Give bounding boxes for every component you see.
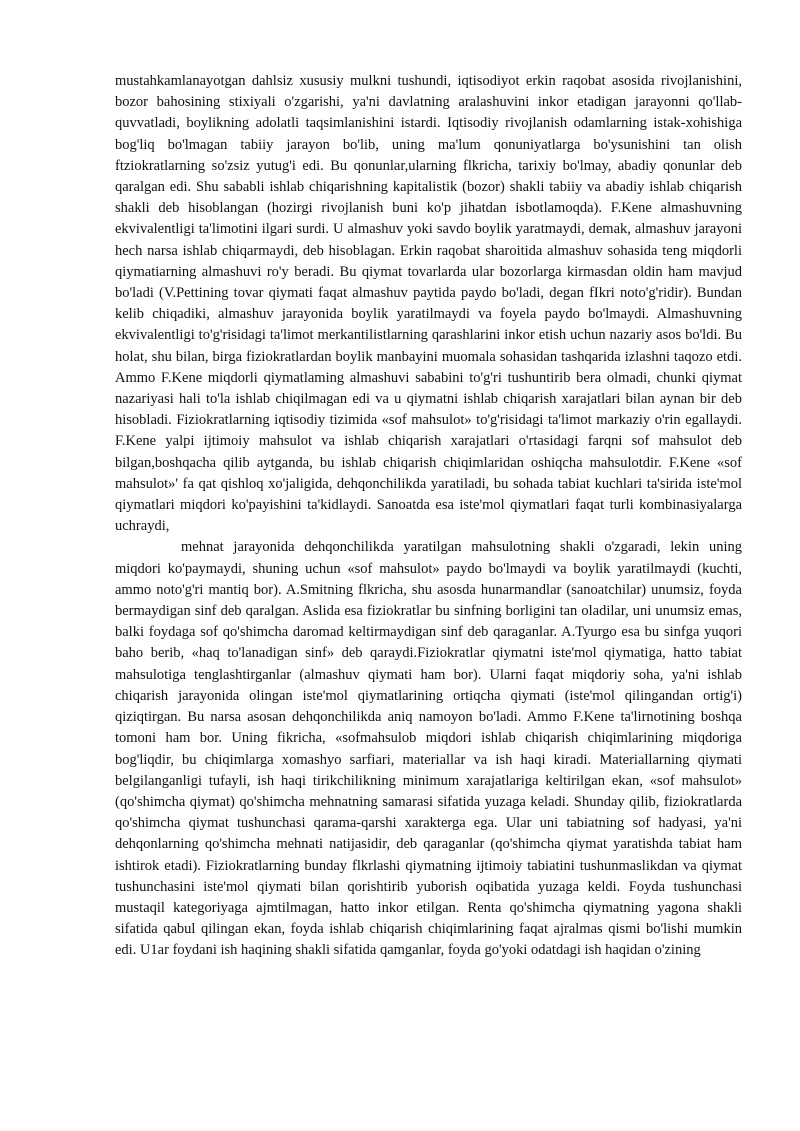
body-paragraph-2: mehnat jarayonida dehqonchilikda yaratilgan mahsulotning shakli o'zgaradi, lekin uning miqdori ko'paymaydi, shuning uchun «sof mahsulot» paydo bo'lmaydi va boylik yaratilmaydi (kuchti, ammo noto'g'ri mantiq bor). A.Smitning flkricha, shu asosda hunarmandlar (sanoatchilar) unumsiz, foyda bermaydigan sinf deb qaralgan. Aslida esa fiziokratlar bu sinfning borligini tan oladilar, uni unumsiz emas, balki foydaga sof qo'shimcha daromad keltirmaydigan sinf deb qaraganlar. A.Tyurgo esa bu sinfga yuqori baho berib, «haq to'lanadigan sinf» deb qaraydi.Fiziokratlar qiymatni iste'mol qiymatiga, hatto tabiat mahsulotiga tenglashtirganlar (almashuv qiymati ham bor). Ularni faqat miqdoriy soha, ya'ni ishlab chiqarish jarayonida olingan iste'mol qiymatlarining ortiqcha qiymati (iste'mol qilingandan ortig'i) qiziqtirgan. Bu narsa asosan dehqonchilikda aniq namoyon bo'ladi. Ammo F.Kene ta'lirnotining boshqa tomoni ham bor. Uning fikricha, «sofmahsulob miqdori ishlab chiqarish chiqimlarining miqdoriga bog'liqdir, bu chiqimlarga xomashyo sarfiari, materiallar va ish haqi kiradi. Materiallarning qiymati belgilanganligi tufayli, ish haqi tirikchilikning minimum xarajatlariga keltirilgan ekan, «sof mahsulot» (qo'shimcha qiymat) qo'shimcha mehnatning samarasi sifatida yuzaga keladi. Shunday qilib, fiziokratlarda qo'shimcha qiymat tushunchasi qarama-qarshi xarakterga ega. Ular uni tabiatning sof hadyasi, ya'ni dehqonlarning qo'shimcha mehnati natijasidir, deb qaraganlar (qo'shimcha qiymat yaratishda tabiat ham ishtirok etadi). Fiziokratlarning bunday flkrlashi qiymatning ijtimoiy tabiatini tushunmaslikdan va qiymat tushunchasini iste'mol qiymati bilan qorishtirib yuborish oqibatida yuzaga keldi. Foyda tushunchasi mustaqil kategoriyaga ajmtilmagan, hatto inkor etilgan. Renta qo'shimcha qiymatning yagona shakli sifatida qabul qilingan ekan, foyda ishlab chiqarish chiqimlarining faqat ajralmas qismi bo'lishi mumkin edi. U1ar foydani ish haqining shakli sifatida qamganlar, foyda go'yoki odatdagi ish haqidan o'zining [115, 539, 742, 959]
body-paragraph-1: mustahkamlanayotgan dahlsiz xususiy mulkni tushundi, iqtisodiyot erkin raqobat asosida rivojlanishini, bozor bahosining stixiyali o'zgarishi, ya'ni davlatning aralashuvini inkor etadigan jarayonni qo'llab-quvvatladi, boylikning adolatli taqsimlanishini istardi. Iqtisodiy rivojlanish odamlarning istak-xohishiga bog'liq bo'lmagan tabiiy jarayon bo'lib, uning ma'lum qonuniyatlarga bo'ysunishini tan olish ftziokratlarning so'zsiz yutug'i edi. Bu qonunlar,ularning flkricha, tarixiy bo'lmay, abadiy qonunlar deb qaralgan edi. Shu sababli ishlab chiqarishning kapitalistik (bozor) shakli tabiiy va abadiy ishlab chiqarish shakli deb hisoblangan (hozirgi rivojlanish buni ko'p jihatdan isbotlamoqda). F.Kene almashuvning ekvivalentligi ta'limotini ilgari surdi. U almashuv yoki savdo boylik yaratmaydi, demak, almashuv jarayoni hech narsa ishlab chiqarmaydi, deb hisoblagan. Erkin raqobat sharoitida almashuv sohasida teng miqdorli qiymatiarning almashuvi ro'y beradi. Bu qiymat tovarlarda ular bozorlarga kirmasdan oldin ham mavjud bo'ladi (V.Pettining tovar qiymati faqat almashuv paytida paydo bo'ladi, degan fIkri noto'g'ridir). Bundan kelib chiqadiki, almashuv jarayonida boylik yaratilmaydi va foyela paydo bo'lmaydi. Almashuvning ekvivalentligi to'g'risidagi ta'limot merkantilistlarning qarashlarini inkor etish uchun nazariy asos bo'ldi. Bu holat, shu bilan, birga fiziokratlardan boylik manbayini muomala sohasidan tashqarida izlashni taqozo etdi. Ammo F.Kene miqdorli qiymatlaming almashuvi sababini to'g'ri tushuntirib bera olmadi, chunki qiymat nazariyasi hali to'la ishlab chiqilmagan edi va u qiymatni ishlab chiqarish xarajatlari bilan aynan bir deb hisobladi. Fiziokratlarning iqtisodiy tizimida «sof mahsulot» to'g'risidagi ta'limot markaziy o'rin egallaydi. F.Kene yalpi ijtimoiy mahsulot va ishlab chiqarish xarajatlari o'rtasidagi farqni sof mahsulot deb bilgan,boshqacha qilib aytganda, bu ishlab chiqarish chiqimlaridan oshiqcha mahsulotdir. F.Kene «sof mahsulot»' fa qat qishloq xo'jaligida, dehqonchilikda yaratiladi, bu sohada tabiat kuchlari ta'sirida iste'mol qiymatlari miqdori ko'payishini ta'kidlaydi. Sanoatda esa iste'mol qiymatlari faqat turli kombinasiyalarga uchraydi, [115, 73, 742, 535]
document-page [115, 71, 742, 962]
